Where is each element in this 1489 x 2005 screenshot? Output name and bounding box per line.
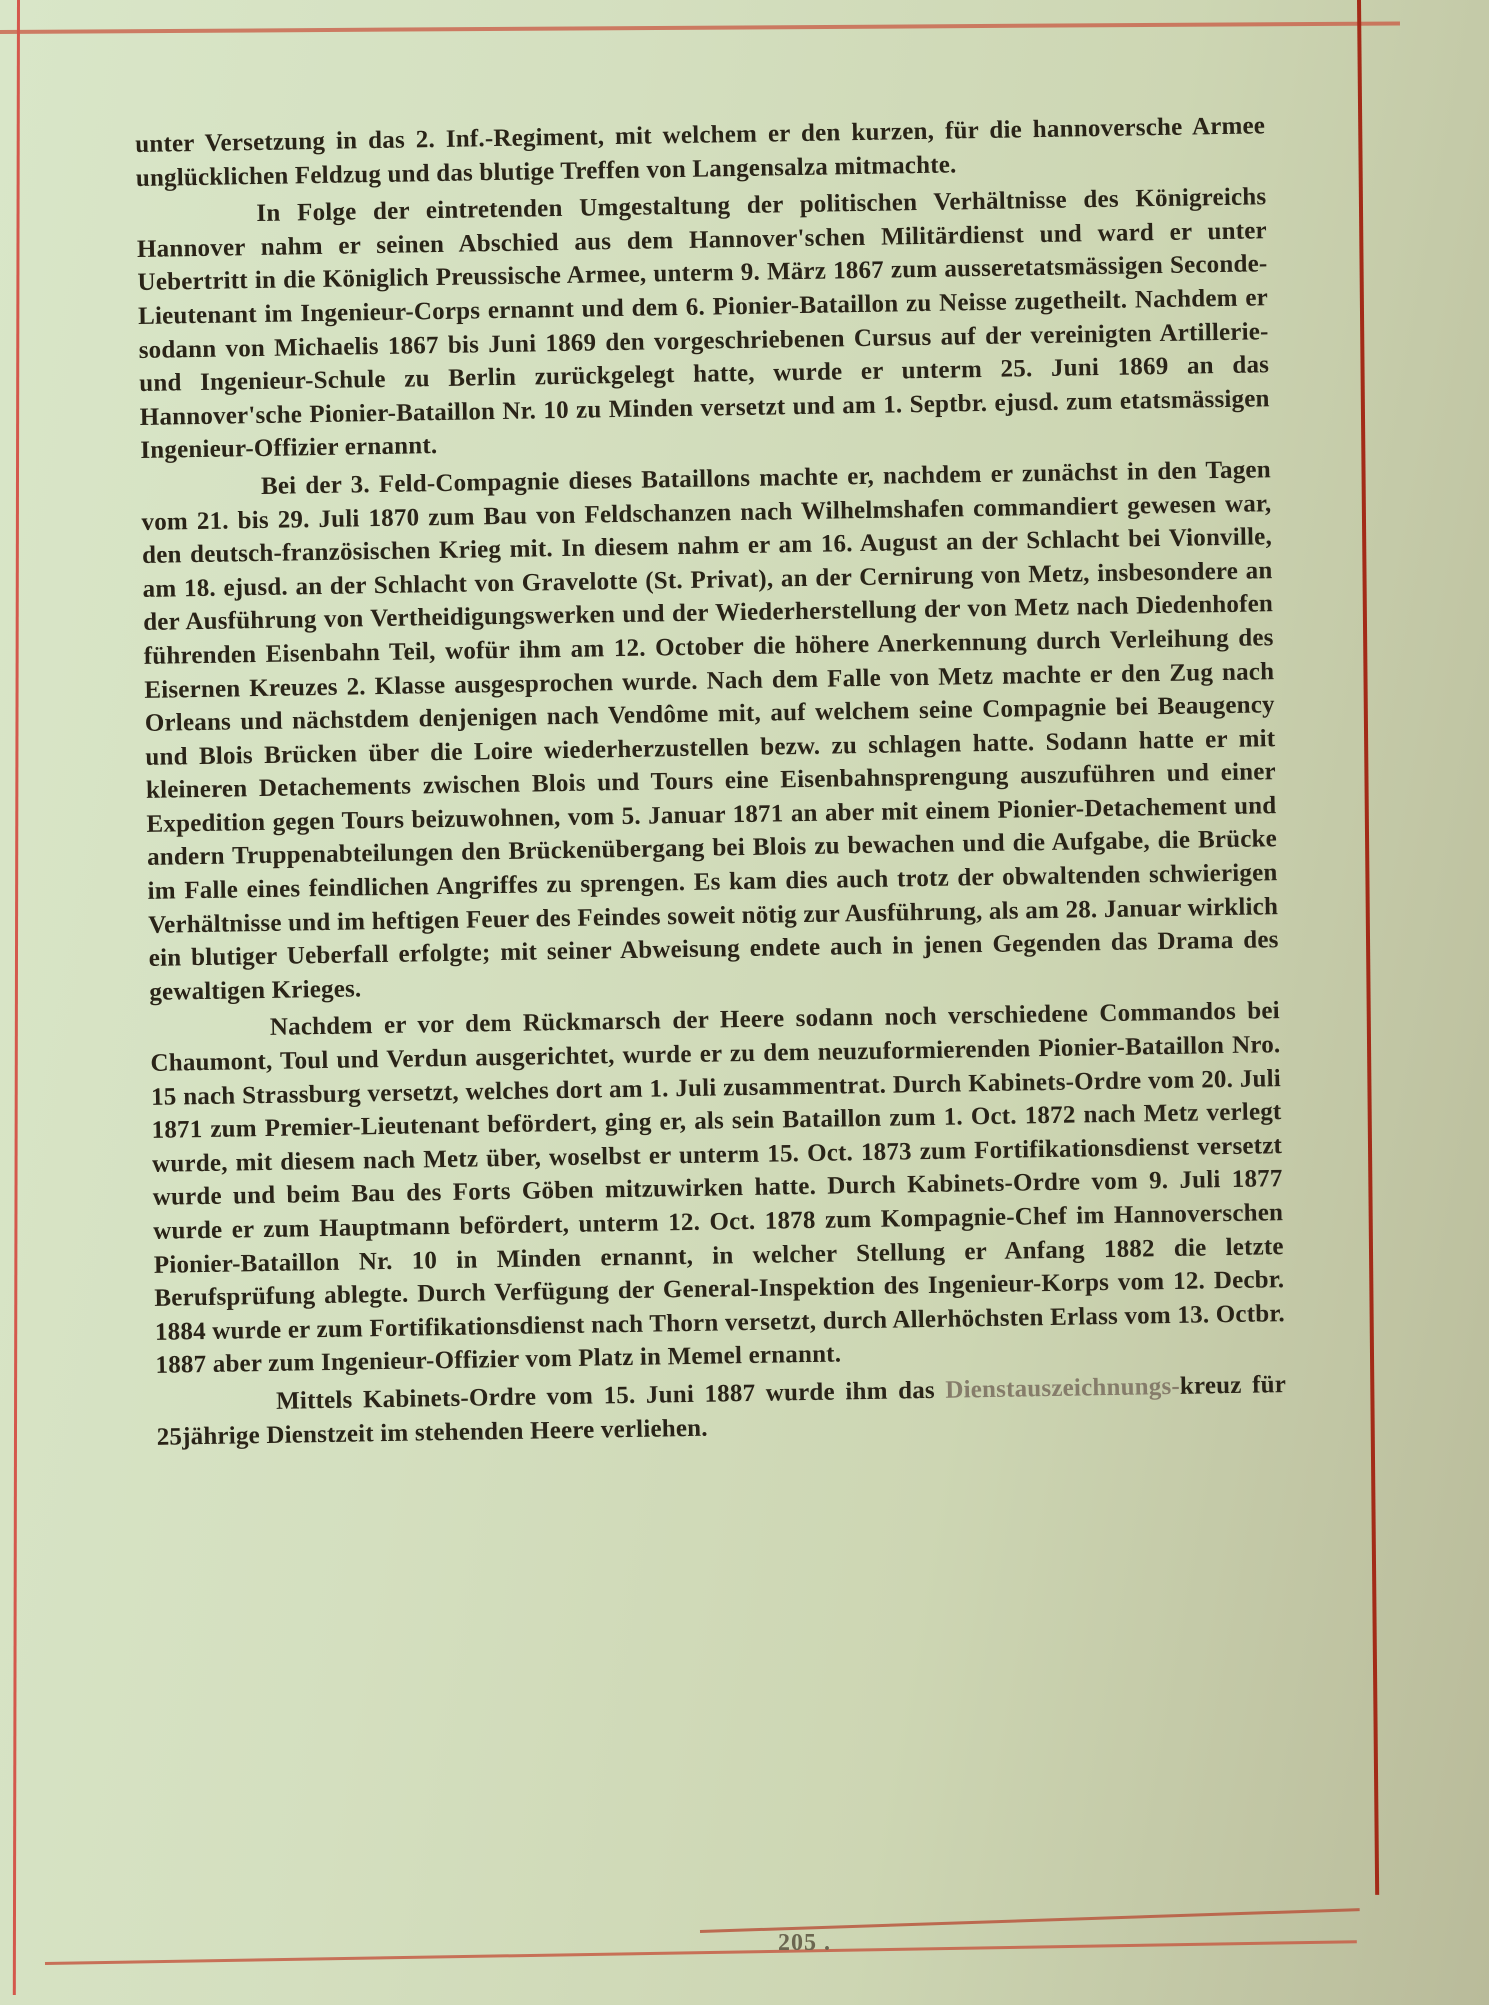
paragraph-hannover: In Folge der eintretenden Umgestaltung der politischen Verhältnisse des Königreichs Hannover nahm er seinen Abschied aus dem Hannover'schen Militärdienst und ward er unter Uebertritt in die Königlich Preussische Armee, unterm 9. März 1867 zum ausseretatsmässigen Seconde-Lieutenant im Ingenieur-Corps ernannt und dem 6. Pionier-Bataillon zu Neisse zugetheilt. Nachdem er sodann von Michaelis 1867 bis Juni 1869 den vorgeschriebenen Cursus auf der vereinigten Artillerie- und Ingenieur-Schule zu Berlin zurückgelegt hatte, wurde er unterm 25. Juni 1869 an das Hannover'sche Pionier-Bataillon Nr. 10 zu Minden versetzt und am 1. Septbr. ejusd. zum etatsmässigen Ingenieur-Offizier ernannt. xyxy=(136,183,1270,465)
page-number: 205 . xyxy=(778,1930,831,1956)
border-rule-right xyxy=(1357,0,1379,1895)
decoration-text-main: Mittels Kabinets-Ordre vom 15. Juni 1887 wurde ihm das xyxy=(275,1376,946,1415)
decoration-text-faded: Dienstauszeichnungs- xyxy=(945,1372,1181,1404)
border-rule-left xyxy=(13,0,20,1995)
paragraph-career: Nachdem er vor dem Rückmarsch der Heere sodann noch verschiedene Commandos bei Chaumont, Toul und Verdun ausgerichtet, wurde er zu dem neuzuformierenden Pionier-Bataillon Nro. 15 nach Strassburg versetzt, welches dort am 1. Juli zusammentrat. Durch Kabinets-Ordre vom 20. Juli 1871 zum Premier-Lieutenant befördert, ging er, als sein Bataillon zum 1. Oct. 1872 nach Metz verlegt wurde, mit diesem nach Metz über, woselbst er unterm 15. Oct. 1873 zum Fortifikationsdienst versetzt wurde und beim Bau des Forts Göben mitzuwirken hatte. Durch Kabinets-Ordre vom 9. Juli 1877 wurde er zum Hauptmann befördert, unterm 12. Oct. 1878 zum Kompagnie-Chef im Hannoverschen Pionier-Bataillon Nr. 10 in Minden ernannt, in welcher Stellung er Anfang 1882 die letzte Berufsprüfung ablegte. Durch Verfügung der General-Inspektion des Ingenieur-Korps vom 12. Decbr. 1884 wurde er zum Fortifikationsdienst nach Thorn versetzt, durch Allerhöchsten Erlass vom 13. Octbr. 1887 aber zum Ingenieur-Offizier vom Platz in Memel ernannt. xyxy=(150,997,1286,1380)
border-rule-bottom xyxy=(45,1940,1357,1965)
body-text xyxy=(135,109,1287,1454)
paragraph-war-1870: Bei der 3. Feld-Compagnie dieses Bataillons machte er, nachdem er zunächst in den Tagen vom 21. bis 29. Juli 1870 zum Bau von Feldschanzen nach Wilhelmshafen commandiert gewesen war, den deutsch-französischen Krieg mit. In diesem nahm er am 16. August an der Schlacht bei Vionville, am 18. ejusd. an der Schlacht von Gravelotte (St. Privat), an der Cernirung von Metz, insbesondere an der Ausführung von Vertheidigungswerken und der Wiederherstellung der von Metz nach Diedenhofen führenden Eisenbahn Teil, wofür ihm am 12. October die höhere Anerkennung durch Verleihung des Eisernen Kreuzes 2. Klasse ausgesprochen wurde. Nach dem Falle von Metz machte er den Zug nach Orleans und nächstdem denjenigen nach Vendôme mit, auf welchem seine Compagnie bei Beaugency und Blois Brücken über die Loire wiederherzustellen bezw. zu schlagen hatte. Sodann hatte er mit kleineren Detachements zwischen Blois und Tours eine Eisenbahnsprengung auszuführen und einer Expedition gegen Tours beizuwohnen, vom 5. Januar 1871 an aber mit einem Pionier-Detachement und andern Truppenabteilungen den Brückenübergang bei Blois zu bewachen und die Aufgabe, die Brücke im Falle eines feindlichen Angriffes zu sprengen. Es kam dies auch trotz der obwaltenden schwierigen Verhältnisse und im heftigen Feuer des Feindes soweit nötig zur Ausführung, als am 28. Januar wirklich ein blutiger Ueberfall erfolgte; mit seiner Abweisung endete auch in jenen Gegenden das Drama des gewaltigen Krieges. xyxy=(141,456,1279,1006)
paragraph-decoration xyxy=(156,1368,1287,1454)
paragraph-continuation: unter Versetzung in das 2. Inf.-Regiment, mit welchem er den kurzen, für die hannoversche Armee unglücklichen Feldzug und das blutige Treffen von Langensalza mitmachte. xyxy=(135,112,1266,192)
border-rule-top xyxy=(0,21,1400,34)
decoration-text-end: kreuz für 25jährige Dienstzeit im stehenden Heere verliehen. xyxy=(156,1371,1287,1451)
